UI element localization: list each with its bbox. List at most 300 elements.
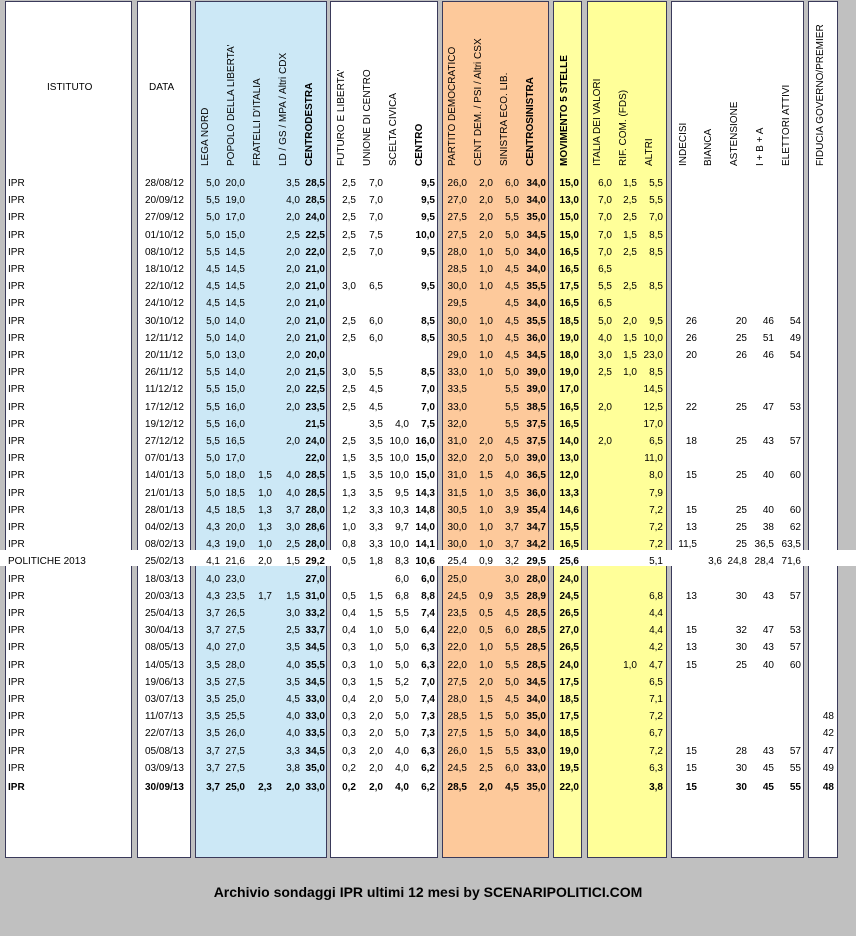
cell-pd: 30,5 [447,333,467,344]
cell-csx: 35,0 [526,711,546,722]
cell-altri: 4,7 [649,660,663,671]
cell-udc: 1,5 [369,608,383,619]
cell-pd: 31,5 [447,488,467,499]
cell-fdi: 1,7 [258,591,272,602]
cell-cdx: 34,5 [305,642,325,653]
cell-istituto: IPR [8,625,25,636]
cell-fli: 0,3 [342,677,356,688]
cell-csx: 28,5 [526,608,546,619]
cell-istituto: IPR [8,522,25,533]
cell-fli: 0,2 [342,763,356,774]
cell-cent-dem: 2,0 [479,230,493,241]
cell-cdx: 22,5 [305,230,325,241]
cell-m5s: 13,0 [559,195,579,206]
cell-cdx: 28,0 [305,539,325,550]
cell-cent-dem: 1,0 [479,505,493,516]
cell-csx: 35,0 [526,782,546,793]
cell-astensione: 25 [735,505,747,516]
cell-cdx: 33,0 [305,694,325,705]
cell-indecisi: 15 [685,470,697,481]
cell-pdl: 14,0 [225,367,245,378]
cell-cent-dem: 1,0 [479,333,493,344]
cell-ld: 2,0 [286,264,300,275]
cell-astensione: 24,8 [727,556,747,567]
cell-pd: 30,0 [447,281,467,292]
cell-idv: 4,0 [598,333,612,344]
cell-cdx: 28,6 [305,522,325,533]
cell-sel: 5,5 [505,419,519,430]
cell-ibpa: 38 [762,522,774,533]
cell-istituto: IPR [8,212,25,223]
cell-m5s: 16,5 [559,264,579,275]
cell-pd: 25,0 [447,574,467,585]
cell-data: 07/01/13 [145,453,184,464]
cell-altri: 10,0 [643,333,663,344]
cell-csx: 34,2 [526,539,546,550]
cell-altri: 7,2 [649,522,663,533]
cell-sc: 5,0 [395,728,409,739]
cell-ibpa: 47 [762,625,774,636]
cell-pd: 30,0 [447,522,467,533]
cell-pd: 28,0 [447,694,467,705]
cell-pd: 26,0 [447,746,467,757]
cell-idv: 2,5 [598,367,612,378]
cell-fli: 0,3 [342,642,356,653]
cell-m5s: 13,3 [559,488,579,499]
cell-idv: 7,0 [598,247,612,258]
cell-pdl: 14,5 [225,281,245,292]
cell-idv: 6,0 [598,178,612,189]
cell-fli: 1,2 [342,505,356,516]
cell-elettori: 54 [789,350,801,361]
cell-pd: 28,5 [447,782,467,793]
cell-pd: 27,5 [447,728,467,739]
cell-data: 24/10/12 [145,298,184,309]
header-sel: SINISTRA ECO. LIB. [499,72,510,166]
cell-pdl: 16,0 [225,419,245,430]
cell-csx: 28,5 [526,625,546,636]
cell-cdx: 24,0 [305,436,325,447]
header-cent-dem: CENT DEM. / PSI / Altri CSX [473,38,484,166]
cell-rif: 1,5 [623,333,637,344]
cell-istituto: IPR [8,298,25,309]
header-bianca: BIANCA [703,128,714,166]
cell-ld: 4,0 [286,660,300,671]
cell-ld: 3,8 [286,763,300,774]
cell-m5s: 18,5 [559,728,579,739]
cell-m5s: 26,5 [559,608,579,619]
cell-astensione: 25 [735,470,747,481]
cell-astensione: 28 [735,746,747,757]
cell-astensione: 30 [735,591,747,602]
cell-pd: 28,5 [447,264,467,275]
cell-altri: 5,5 [649,178,663,189]
cell-m5s: 16,5 [559,298,579,309]
cell-udc: 1,0 [369,660,383,671]
cell-istituto: IPR [8,384,25,395]
cell-fli: 2,5 [342,178,356,189]
cell-lega-nord: 3,7 [206,608,220,619]
cell-ibpa: 51 [762,333,774,344]
cell-astensione: 25 [735,660,747,671]
cell-pd: 25,4 [447,556,467,567]
cell-lega-nord: 5,5 [206,247,220,258]
cell-udc: 4,5 [369,402,383,413]
cell-cdx: 31,0 [305,591,325,602]
cell-centro: 6,4 [421,625,435,636]
cell-lega-nord: 3,5 [206,660,220,671]
cell-pd: 28,0 [447,247,467,258]
cell-sel: 4,5 [505,350,519,361]
cell-istituto: IPR [8,419,25,430]
cell-data: 21/01/13 [145,488,184,499]
cell-lega-nord: 3,7 [206,625,220,636]
cell-sc: 8,3 [395,556,409,567]
cell-lega-nord: 5,0 [206,178,220,189]
cell-elettori: 57 [789,746,801,757]
cell-fiducia: 47 [822,746,834,757]
cell-data: 27/09/12 [145,212,184,223]
cell-data: 19/06/13 [145,677,184,688]
cell-sel: 3,0 [505,574,519,585]
cell-data: 30/04/13 [145,625,184,636]
cell-cdx: 34,5 [305,677,325,688]
cell-fli: 1,3 [342,488,356,499]
cell-lega-nord: 4,5 [206,281,220,292]
cell-sel: 5,5 [505,746,519,757]
cell-ld: 2,5 [286,230,300,241]
cell-ld: 2,0 [286,298,300,309]
cell-pd: 30,0 [447,539,467,550]
cell-csx: 34,0 [526,195,546,206]
cell-rif: 1,0 [623,660,637,671]
cell-cent-dem: 1,0 [479,367,493,378]
cell-csx: 33,0 [526,763,546,774]
cell-data: 22/10/12 [145,281,184,292]
cell-elettori: 55 [789,782,801,793]
cell-sc: 5,0 [395,642,409,653]
cell-elettori: 60 [789,470,801,481]
cell-centro: 8,5 [421,333,435,344]
cell-centro: 8,5 [421,367,435,378]
cell-pd: 26,0 [447,178,467,189]
cell-pd: 24,5 [447,763,467,774]
cell-m5s: 13,0 [559,453,579,464]
cell-cent-dem: 2,0 [479,178,493,189]
cell-rif: 1,5 [623,230,637,241]
cell-sel: 4,5 [505,608,519,619]
header-pd: PARTITO DEMOCRATICO [447,46,458,166]
cell-data: 17/12/12 [145,402,184,413]
cell-pdl: 25,0 [225,782,245,793]
cell-elettori: 71,6 [781,556,801,567]
cell-data: 11/07/13 [145,711,184,722]
cell-udc: 3,5 [369,436,383,447]
cell-pd: 31,0 [447,436,467,447]
cell-csx: 33,0 [526,746,546,757]
cell-istituto: IPR [8,574,25,585]
cell-pdl: 17,0 [225,212,245,223]
cell-cdx: 28,5 [305,178,325,189]
cell-altri: 12,5 [643,402,663,413]
cell-altri: 6,7 [649,728,663,739]
cell-pd: 22,0 [447,642,467,653]
cell-data: 25/04/13 [145,608,184,619]
cell-cdx: 22,0 [305,453,325,464]
cell-fdi: 1,0 [258,539,272,550]
cell-ibpa: 46 [762,316,774,327]
cell-istituto: IPR [8,367,25,378]
cell-sc: 10,0 [389,470,409,481]
cell-istituto: IPR [8,195,25,206]
cell-udc: 1,0 [369,642,383,653]
header-sc: SCELTA CIVICA [388,93,399,166]
cell-indecisi: 15 [685,763,697,774]
header-lega-nord: LEGA NORD [200,107,211,166]
cell-lega-nord: 5,0 [206,453,220,464]
cell-fli: 2,5 [342,436,356,447]
cell-m5s: 25,6 [559,556,579,567]
cell-altri: 23,0 [643,350,663,361]
cell-istituto: IPR [8,711,25,722]
cell-centro: 7,3 [421,711,435,722]
cell-cdx: 21,0 [305,298,325,309]
cell-ibpa: 45 [762,763,774,774]
cell-sc: 10,0 [389,453,409,464]
cell-sc: 4,0 [395,746,409,757]
cell-centro: 14,3 [415,488,435,499]
cell-fli: 3,0 [342,281,356,292]
cell-pd: 24,5 [447,591,467,602]
cell-cent-dem: 1,0 [479,264,493,275]
cell-sc: 5,0 [395,625,409,636]
cell-sc: 6,8 [395,591,409,602]
cell-lega-nord: 3,7 [206,782,220,793]
cell-csx: 35,0 [526,212,546,223]
cell-indecisi: 13 [685,591,697,602]
cell-udc: 1,0 [369,625,383,636]
header-istituto: ISTITUTO [47,82,93,93]
cell-pdl: 25,0 [225,694,245,705]
cell-indecisi: 15 [685,660,697,671]
cell-lega-nord: 5,5 [206,402,220,413]
cell-lega-nord: 5,0 [206,333,220,344]
cell-fli: 2,5 [342,316,356,327]
cell-sc: 6,0 [395,574,409,585]
cell-cent-dem: 1,0 [479,488,493,499]
cell-pdl: 14,0 [225,333,245,344]
cell-fli: 2,5 [342,333,356,344]
cell-centro: 9,5 [421,281,435,292]
cell-m5s: 18,5 [559,316,579,327]
cell-udc: 5,5 [369,367,383,378]
cell-m5s: 15,0 [559,212,579,223]
cell-lega-nord: 3,5 [206,711,220,722]
cell-centro: 9,5 [421,212,435,223]
cell-ld: 3,0 [286,608,300,619]
cell-m5s: 16,5 [559,419,579,430]
cell-lega-nord: 5,0 [206,230,220,241]
cell-udc: 2,0 [369,711,383,722]
cell-csx: 34,5 [526,350,546,361]
cell-ld: 4,5 [286,694,300,705]
header-elettori: ELETTORI ATTIVI [781,84,792,166]
cell-ld: 3,5 [286,178,300,189]
cell-elettori: 57 [789,436,801,447]
cell-csx: 38,5 [526,402,546,413]
cell-indecisi: 22 [685,402,697,413]
cell-pdl: 19,0 [225,539,245,550]
cell-csx: 29,5 [526,556,546,567]
cell-lega-nord: 4,3 [206,522,220,533]
cell-pdl: 17,0 [225,453,245,464]
cell-cdx: 27,0 [305,574,325,585]
cell-cdx: 21,0 [305,316,325,327]
cell-elettori: 53 [789,625,801,636]
cell-altri: 7,2 [649,539,663,550]
cell-fli: 2,5 [342,195,356,206]
cell-pd: 30,5 [447,505,467,516]
cell-fli: 2,5 [342,247,356,258]
cell-istituto: IPR [8,264,25,275]
cell-data: 04/02/13 [145,522,184,533]
cell-udc: 2,0 [369,746,383,757]
cell-udc: 7,0 [369,247,383,258]
cell-sc: 5,0 [395,711,409,722]
cell-istituto: IPR [8,488,25,499]
cell-cent-dem: 1,0 [479,247,493,258]
cell-ld: 4,0 [286,195,300,206]
cell-ld: 2,0 [286,402,300,413]
cell-sel: 4,5 [505,694,519,705]
cell-istituto: IPR [8,782,25,793]
cell-m5s: 17,0 [559,384,579,395]
cell-sel: 5,0 [505,195,519,206]
cell-pd: 33,0 [447,402,467,413]
cell-centro: 6,3 [421,660,435,671]
cell-lega-nord: 4,3 [206,591,220,602]
cell-udc: 4,5 [369,384,383,395]
cell-rif: 2,5 [623,212,637,223]
cell-ibpa: 45 [762,782,774,793]
cell-altri: 6,5 [649,677,663,688]
cell-centro: 7,3 [421,728,435,739]
cell-fiducia: 49 [822,763,834,774]
cell-sel: 3,7 [505,539,519,550]
cell-ibpa: 43 [762,746,774,757]
cell-fli: 0,8 [342,539,356,550]
cell-pd: 23,5 [447,608,467,619]
cell-centro: 8,8 [421,591,435,602]
cell-altri: 9,5 [649,316,663,327]
cell-elettori: 60 [789,660,801,671]
cell-elettori: 62 [789,522,801,533]
cell-idv: 7,0 [598,212,612,223]
cell-sc: 4,0 [395,419,409,430]
cell-indecisi: 15 [685,505,697,516]
cell-elettori: 63,5 [781,539,801,550]
cell-ld: 2,0 [286,281,300,292]
cell-centro: 6,2 [421,763,435,774]
cell-fli: 1,0 [342,522,356,533]
cell-m5s: 24,0 [559,660,579,671]
cell-data: 27/12/12 [145,436,184,447]
cell-fli: 2,5 [342,402,356,413]
cell-centro: 10,0 [415,230,435,241]
cell-fli: 0,5 [342,556,356,567]
cell-pdl: 23,0 [225,574,245,585]
cell-m5s: 12,0 [559,470,579,481]
cell-m5s: 16,5 [559,402,579,413]
cell-data: 30/09/13 [145,782,184,793]
cell-cent-dem: 1,0 [479,539,493,550]
cell-lega-nord: 4,0 [206,574,220,585]
cell-udc: 7,0 [369,212,383,223]
cell-lega-nord: 5,0 [206,350,220,361]
cell-cent-dem: 1,5 [479,711,493,722]
cell-m5s: 22,0 [559,782,579,793]
cell-data: 25/02/13 [145,556,184,567]
cell-m5s: 17,5 [559,711,579,722]
cell-fli: 0,4 [342,608,356,619]
cell-cdx: 33,2 [305,608,325,619]
cell-fdi: 1,3 [258,505,272,516]
cell-sel: 5,0 [505,230,519,241]
cell-ld: 2,5 [286,539,300,550]
cell-sel: 5,5 [505,384,519,395]
cell-idv: 5,0 [598,316,612,327]
cell-lega-nord: 5,5 [206,384,220,395]
cell-indecisi: 15 [685,746,697,757]
cell-fli: 1,5 [342,453,356,464]
cell-sel: 6,0 [505,178,519,189]
cell-pdl: 27,5 [225,763,245,774]
cell-ld: 2,0 [286,367,300,378]
cell-centro: 7,4 [421,608,435,619]
cell-udc: 3,3 [369,505,383,516]
cell-idv: 6,5 [598,298,612,309]
cell-csx: 34,0 [526,247,546,258]
cell-sc: 5,0 [395,694,409,705]
cell-ld: 4,0 [286,488,300,499]
cell-data: 03/07/13 [145,694,184,705]
cell-data: 20/11/12 [145,350,184,361]
cell-ld: 3,0 [286,522,300,533]
cell-ibpa: 36,5 [754,539,774,550]
cell-indecisi: 26 [685,316,697,327]
header-fli: FUTURO E LIBERTA' [336,69,347,166]
cell-m5s: 19,0 [559,746,579,757]
cell-cdx: 28,5 [305,195,325,206]
cell-data: 18/03/13 [145,574,184,585]
cell-fli: 2,5 [342,384,356,395]
cell-indecisi: 15 [685,782,697,793]
cell-sc: 10,0 [389,539,409,550]
cell-altri: 7,2 [649,711,663,722]
cell-cdx: 21,0 [305,333,325,344]
cell-ld: 1,5 [286,556,300,567]
cell-altri: 14,5 [643,384,663,395]
cell-altri: 17,0 [643,419,663,430]
cell-sel: 5,0 [505,247,519,258]
cell-istituto: IPR [8,178,25,189]
cell-astensione: 30 [735,642,747,653]
cell-csx: 39,0 [526,453,546,464]
cell-ld: 1,5 [286,591,300,602]
cell-data: 08/10/12 [145,247,184,258]
cell-altri: 7,2 [649,505,663,516]
cell-udc: 1,5 [369,677,383,688]
